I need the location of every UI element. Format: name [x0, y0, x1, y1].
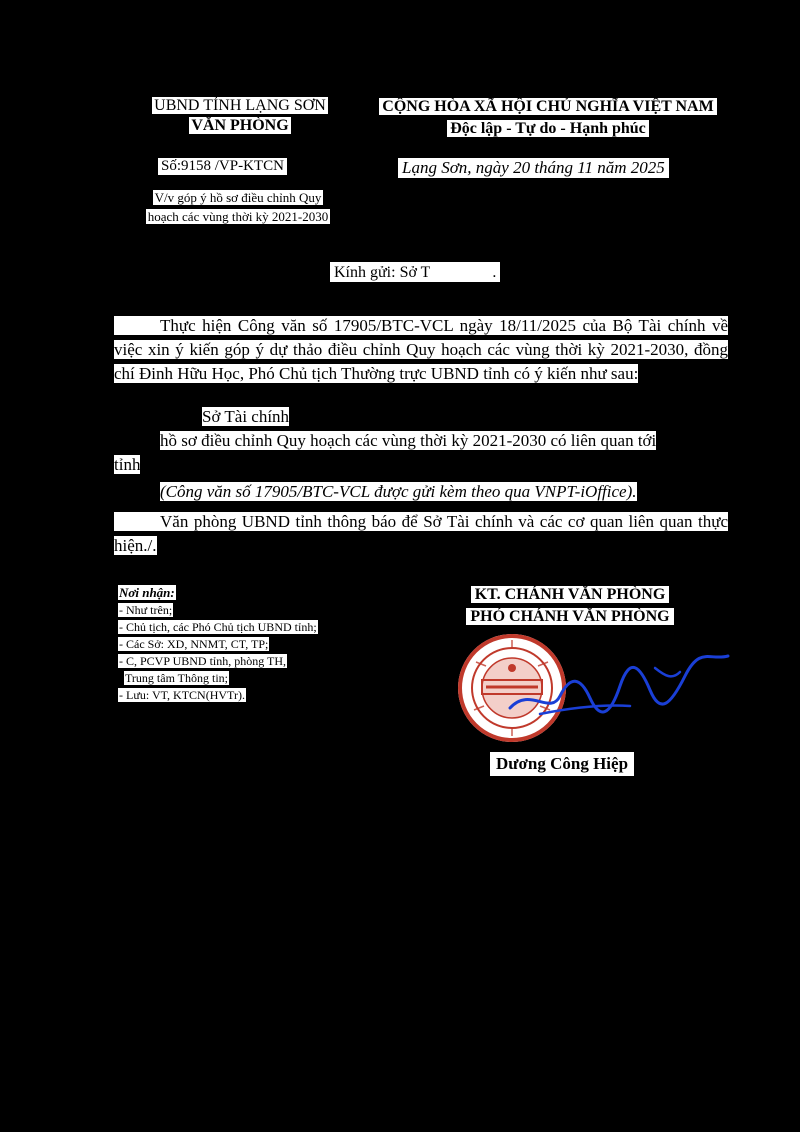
recipient-item: - Lưu: VT, KTCN(HVTr).	[119, 688, 245, 702]
issuing-organization	[140, 96, 340, 136]
handwritten-signature-icon	[500, 646, 740, 726]
subject-line-2: hoạch các vùng thời kỳ 2021-2030	[147, 209, 329, 224]
body-paragraph-2-line-3: tỉnh	[114, 455, 141, 474]
recipients-list	[118, 584, 318, 704]
recipients-title: Nơi nhận:	[119, 585, 175, 600]
body-paragraph-2-line-2: hồ sơ điều chỉnh Quy hoạch các vùng thời kỳ 2021-2030 có liên quan tới	[160, 431, 657, 450]
reference-number: Số:9158 /VP-KTCN	[158, 158, 287, 175]
signature-title	[452, 584, 688, 628]
salutation-text: Kính gửi: Sở T	[334, 264, 431, 281]
subject-line-1: V/v góp ý hồ sơ điều chỉnh Quy	[154, 190, 322, 205]
body-paragraph-1	[114, 314, 728, 386]
recipient-item: - C, PCVP UBND tỉnh, phòng TH,	[119, 654, 287, 668]
national-motto	[368, 96, 728, 140]
org-department: VĂN PHÒNG	[191, 117, 289, 134]
body-paragraph-3	[160, 480, 728, 504]
recipient-item: - Các Sở: XD, NNMT, CT, TP;	[119, 637, 269, 651]
nation-title: CỘNG HÒA XÃ HỘI CHỦ NGHĨA VIỆT NAM	[379, 98, 716, 115]
recipient-item: - Chủ tịch, các Phó Chủ tịch UBND tỉnh;	[119, 620, 317, 634]
signature-title-1: KT. CHÁNH VĂN PHÒNG	[471, 586, 670, 603]
org-name: UBND TỈNH LẠNG SƠN	[154, 97, 326, 114]
body-paragraph-4-text: Văn phòng UBND tỉnh thông báo để Sở Tài chính và các cơ quan liên quan thực hiện./.	[114, 512, 728, 555]
body-paragraph-3-text: (Công văn số 17905/BTC-VCL được gửi kèm theo qua VNPT-iOffice).	[160, 482, 637, 501]
salutation-end: .	[492, 264, 497, 281]
body-paragraph-2-line-1: Sở Tài chính	[202, 407, 290, 426]
body-paragraph-4	[114, 510, 728, 558]
nation-motto: Độc lập - Tự do - Hạnh phúc	[447, 120, 649, 137]
salutation	[330, 262, 500, 282]
document-subject	[120, 188, 356, 226]
body-paragraph-1-text: Thực hiện Công văn số 17905/BTC-VCL ngày 18/11/2025 của Bộ Tài chính về việc xin ý kiến góp ý dự thảo điều chỉnh Quy hoạch các vùng thời kỳ 2021-2030, đồng chí Đinh Hữu Học, Phó Chủ tịch Thường trực UBND tỉnh có ý kiến như sau:	[114, 316, 728, 383]
signer-name: Dương Công Hiệp	[490, 752, 634, 776]
document-date: Lạng Sơn, ngày 20 tháng 11 năm 2025	[398, 158, 669, 178]
recipient-item: Trung tâm Thông tin;	[125, 671, 229, 685]
body-paragraph-2	[114, 405, 728, 477]
recipient-item: - Như trên;	[119, 603, 173, 617]
redacted-block	[430, 262, 492, 280]
signature-title-2: PHÓ CHÁNH VĂN PHÒNG	[466, 608, 673, 625]
